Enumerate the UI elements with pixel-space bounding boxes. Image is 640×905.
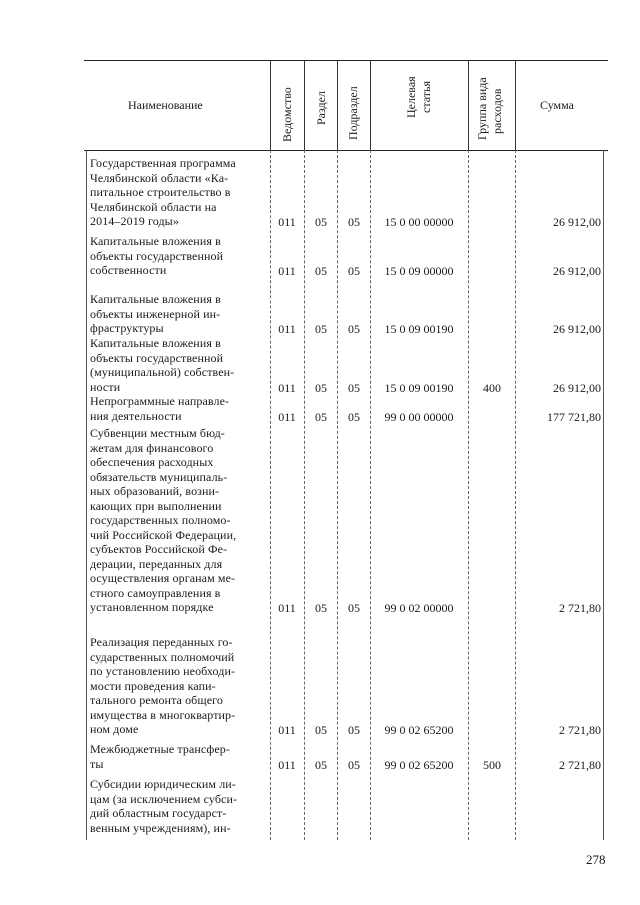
row-name-line: цам (за исключением субси-	[90, 791, 238, 806]
row-name-line: ных образований, возни-	[90, 484, 220, 498]
table-top-border	[84, 60, 608, 61]
row-name-line: жетам для финансового	[90, 440, 214, 455]
cell-podrazdel: 05	[348, 723, 360, 737]
row-name-line: Реализация переданных го-	[90, 635, 233, 649]
row-name-line: объекты государственной	[90, 350, 224, 365]
row-name-line: Межбюджетные трансфер-	[90, 742, 230, 756]
header-gruppa-line1: Группа вида	[475, 77, 489, 140]
row-name	[90, 336, 266, 394]
cell-summa: 26 912,00	[553, 264, 601, 278]
cell-razdel: 05	[315, 409, 327, 424]
cell-ved: 011	[278, 409, 296, 424]
cell-celevaya: 99 0 00 00000	[384, 409, 454, 424]
header-gruppa-line2: расходов	[490, 88, 504, 134]
cell-celevaya: 99 0 02 65200	[384, 757, 454, 772]
body-sep-razdel	[337, 150, 338, 840]
cell-razdel: 05	[315, 322, 327, 336]
col-sep-celevaya	[468, 60, 469, 150]
cell-ved: 011	[278, 601, 296, 615]
header-name: Наименование	[128, 98, 203, 112]
row-name-line: Капитальные вложения в	[90, 234, 221, 248]
cell-razdel: 05	[315, 601, 327, 615]
row-name	[90, 635, 266, 737]
cell-celevaya: 15 0 09 00190	[384, 322, 454, 336]
row-name-line: фраструктуры	[90, 321, 164, 335]
row-name-line: питальное строительство в	[90, 185, 231, 199]
row-name-line: ности	[90, 379, 121, 394]
cell-razdel: 05	[315, 723, 327, 737]
col-sep-podrazdel	[370, 60, 371, 150]
row-name-line: обязательств муниципаль-	[90, 469, 228, 484]
row-name-line: ния деятельности	[90, 408, 182, 423]
cell-celevaya: 99 0 02 00000	[384, 601, 454, 615]
body-sep-gruppa	[515, 150, 516, 840]
row-name-line: Субсидии юридическим ли-	[90, 777, 236, 791]
cell-podrazdel: 05	[348, 601, 360, 615]
body-sep-celevaya	[468, 150, 469, 840]
cell-podrazdel: 05	[348, 380, 360, 395]
cell-summa: 2 721,80	[559, 757, 601, 772]
row-name	[90, 742, 266, 771]
row-name-line: Субвенции местным бюд-	[90, 426, 225, 440]
row-name-line: венным учреждениям), ин-	[90, 820, 231, 835]
cell-summa: 26 912,00	[553, 380, 601, 395]
row-name-line: обеспечения расходных	[90, 455, 214, 469]
cell-ved: 011	[278, 380, 296, 395]
header-celevaya-line1: Целевая	[404, 76, 418, 118]
row-name-line: имущества в многоквартир-	[90, 707, 236, 722]
cell-summa: 26 912,00	[553, 322, 601, 336]
header-razdel: Раздел	[314, 91, 328, 125]
cell-podrazdel: 05	[348, 215, 360, 229]
row-name-line: сударственных полномочий	[90, 649, 235, 664]
row-name	[90, 777, 266, 835]
cell-summa: 177 721,80	[547, 409, 601, 424]
col-sep-ved	[304, 60, 305, 150]
cell-ved: 011	[278, 215, 296, 229]
row-name-line: объекты инженерной ин-	[90, 306, 221, 321]
row-name-line: Государственная программа	[90, 156, 236, 170]
col-sep-razdel	[337, 60, 338, 150]
row-name-line: государственных полномо-	[90, 513, 231, 527]
cell-podrazdel: 05	[348, 757, 360, 772]
row-name-line: стного самоуправления в	[90, 585, 221, 600]
header-summa: Сумма	[540, 98, 574, 112]
cell-celevaya: 15 0 09 00000	[384, 264, 454, 278]
row-name-line: по установлению необходи-	[90, 664, 236, 678]
row-name	[90, 394, 266, 423]
row-name	[90, 156, 266, 229]
cell-razdel: 05	[315, 264, 327, 278]
row-name-line: чий Российской Федерации,	[90, 527, 237, 542]
row-name-line: установленном порядке	[90, 600, 214, 614]
body-right-border	[603, 150, 604, 840]
cell-razdel: 05	[315, 757, 327, 772]
cell-razdel: 05	[315, 380, 327, 395]
body-left-border	[86, 150, 87, 840]
row-name-line: Челябинской области «Ка-	[90, 170, 229, 185]
cell-gruppa: 400	[483, 380, 501, 395]
row-name-line: (муниципальной) собствен-	[90, 365, 235, 379]
row-name-line: Капитальные вложения в	[90, 336, 221, 350]
cell-ved: 011	[278, 723, 296, 737]
row-name	[90, 426, 266, 615]
cell-podrazdel: 05	[348, 264, 360, 278]
cell-gruppa: 500	[483, 757, 501, 772]
cell-podrazdel: 05	[348, 409, 360, 424]
cell-celevaya: 99 0 02 65200	[384, 723, 454, 737]
row-name-line: собственности	[90, 263, 167, 277]
row-name-line: мости проведения капи-	[90, 678, 216, 693]
row-name-line: Капитальные вложения в	[90, 292, 221, 306]
col-sep-gruppa	[515, 60, 516, 150]
row-name-line: Непрограммные направле-	[90, 394, 230, 408]
header-podrazdel: Подраздел	[346, 86, 360, 140]
body-sep-podrazdel	[370, 150, 371, 840]
row-name-line: тального ремонта общего	[90, 693, 223, 707]
row-name-line: дерации, переданных для	[90, 556, 223, 571]
page-number: 278	[586, 852, 606, 867]
row-name-line: кающих при выполнении	[90, 498, 222, 513]
cell-summa: 26 912,00	[553, 215, 601, 229]
row-name-line: 2014–2019 годы»	[90, 214, 179, 228]
col-sep-name	[270, 60, 271, 150]
cell-celevaya: 15 0 09 00190	[384, 380, 454, 395]
cell-ved: 011	[278, 322, 296, 336]
row-name-line: дий областным государст-	[90, 806, 227, 820]
row-name-line: Челябинской области на	[90, 199, 217, 214]
cell-ved: 011	[278, 264, 296, 278]
cell-razdel: 05	[315, 215, 327, 229]
row-name-line: объекты государственной	[90, 248, 224, 263]
row-name-line: ном доме	[90, 722, 139, 736]
header-bottom-border	[84, 150, 608, 151]
row-name	[90, 234, 266, 278]
row-name-line: ты	[90, 756, 104, 771]
cell-podrazdel: 05	[348, 322, 360, 336]
header-celevaya-line2: статья	[419, 81, 433, 113]
cell-summa: 2 721,80	[559, 601, 601, 615]
cell-ved: 011	[278, 757, 296, 772]
cell-summa: 2 721,80	[559, 723, 601, 737]
row-name-line: субъектов Российской Фе-	[90, 542, 228, 556]
header-vedomstvo: Ведомство	[280, 87, 294, 142]
body-sep-ved	[304, 150, 305, 840]
row-name	[90, 292, 266, 336]
body-sep-name	[270, 150, 271, 840]
cell-celevaya: 15 0 00 00000	[384, 215, 454, 229]
row-name-line: осуществления органам ме-	[90, 571, 236, 585]
